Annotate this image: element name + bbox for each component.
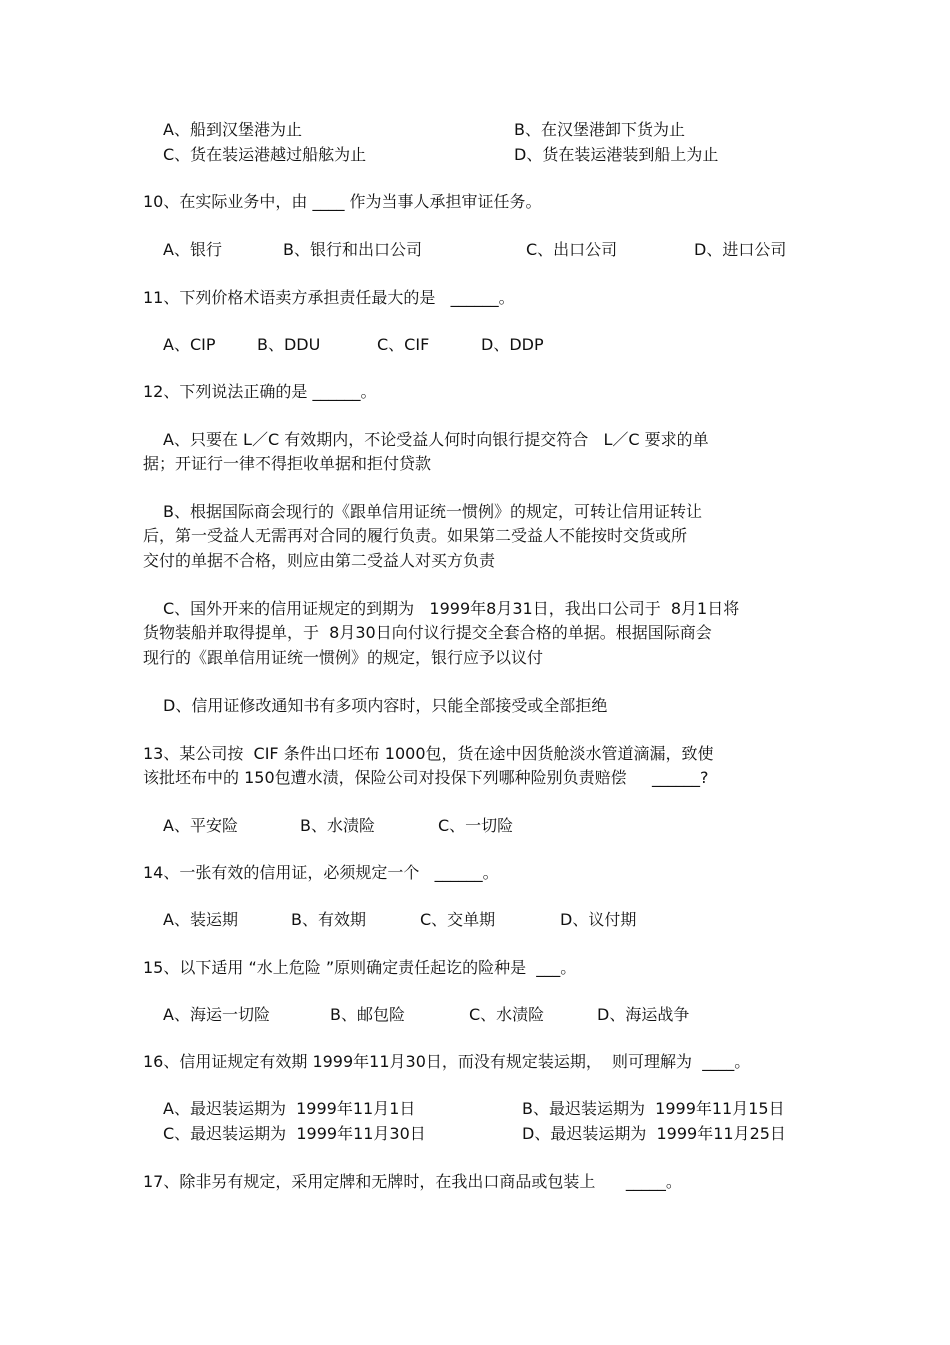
q12-option-b-line2: 后，第一受益人无需再对合同的履行负责。如果第二受益人不能按时交货或所 xyxy=(143,526,688,545)
q13-option-c: C、一切险 xyxy=(438,816,514,835)
q11-option-b: B、DDU xyxy=(257,335,321,354)
q16-option-d: D、最迟装运期为 1999年11月25日 xyxy=(522,1124,786,1143)
q13-stem-line2: 该批坯布中的 150包遭水渍，保险公司对投保下列哪种险别负责赔偿 ______? xyxy=(143,768,709,787)
q9-option-b: B、在汉堡港卸下货为止 xyxy=(514,120,685,139)
q16-stem: 16、信用证规定有效期 1999年11月30日，而没有规定装运期， 则可理解为 ____。 xyxy=(143,1052,751,1071)
q12-option-b-line1: B、根据国际商会现行的《跟单信用证统一惯例》的规定，可转让信用证转让 xyxy=(163,502,702,521)
q11-stem: 11、下列价格术语卖方承担责任最大的是 ______。 xyxy=(143,288,515,307)
q14-stem: 14、一张有效的信用证，必须规定一个 ______。 xyxy=(143,863,499,882)
q10-option-c: C、出口公司 xyxy=(526,240,618,259)
q15-option-c: C、水渍险 xyxy=(469,1005,545,1024)
q12-option-b-line3: 交付的单据不合格，则应由第二受益人对买方负责 xyxy=(143,551,496,570)
q11-option-c: C、CIF xyxy=(377,335,430,354)
q12-option-c-line1: C、国外开来的信用证规定的到期为 1999年8月31日，我出口公司于 8月1日将 xyxy=(163,599,740,618)
q13-stem-line1: 13、某公司按 CIF 条件出口坯布 1000包，货在途中因货舱淡水管道滴漏，致使 xyxy=(143,744,714,763)
q10-stem: 10、在实际业务中，由 ____ 作为当事人承担审证任务。 xyxy=(143,192,542,211)
q14-option-b: B、有效期 xyxy=(291,910,366,929)
q12-option-a-line1: A、只要在 L／C 有效期内，不论受益人何时向银行提交符合 L／C 要求的单 xyxy=(163,430,709,449)
q16-option-b: B、最迟装运期为 1999年11月15日 xyxy=(522,1099,785,1118)
q15-option-a: A、海运一切险 xyxy=(163,1005,270,1024)
q10-option-d: D、进口公司 xyxy=(694,240,787,259)
q11-option-a: A、CIP xyxy=(163,335,216,354)
q12-stem: 12、下列说法正确的是 ______。 xyxy=(143,382,377,401)
q9-option-d: D、货在装运港装到船上为止 xyxy=(514,145,719,164)
q15-option-b: B、邮包险 xyxy=(330,1005,405,1024)
q12-option-d: D、信用证修改通知书有多项内容时，只能全部接受或全部拒绝 xyxy=(163,696,608,715)
q12-option-a-line2: 据；开证行一律不得拒收单据和拒付贷款 xyxy=(143,454,432,473)
q16-option-c: C、最迟装运期为 1999年11月30日 xyxy=(163,1124,426,1143)
q13-option-a: A、平安险 xyxy=(163,816,238,835)
q10-option-b: B、银行和出口公司 xyxy=(283,240,422,259)
q15-stem: 15、以下适用 “水上危险 ”原则确定责任起讫的险种是 ___。 xyxy=(143,958,577,977)
q9-option-a: A、船到汉堡港为止 xyxy=(163,120,302,139)
q11-option-d: D、DDP xyxy=(481,335,544,354)
q16-option-a: A、最迟装运期为 1999年11月1日 xyxy=(163,1099,416,1118)
q17-stem: 17、除非另有规定，采用定牌和无牌时，在我出口商品或包装上 _____。 xyxy=(143,1172,682,1191)
q15-option-d: D、海运战争 xyxy=(597,1005,690,1024)
q12-option-c-line3: 现行的《跟单信用证统一惯例》的规定，银行应予以议付 xyxy=(143,648,544,667)
q9-option-c: C、货在装运港越过船舷为止 xyxy=(163,145,367,164)
q14-option-d: D、议付期 xyxy=(560,910,637,929)
q10-option-a: A、银行 xyxy=(163,240,222,259)
q13-option-b: B、水渍险 xyxy=(300,816,375,835)
q14-option-c: C、交单期 xyxy=(420,910,496,929)
q12-option-c-line2: 货物装船并取得提单，于 8月30日向付议行提交全套合格的单据。根据国际商会 xyxy=(143,623,712,642)
q14-option-a: A、装运期 xyxy=(163,910,238,929)
